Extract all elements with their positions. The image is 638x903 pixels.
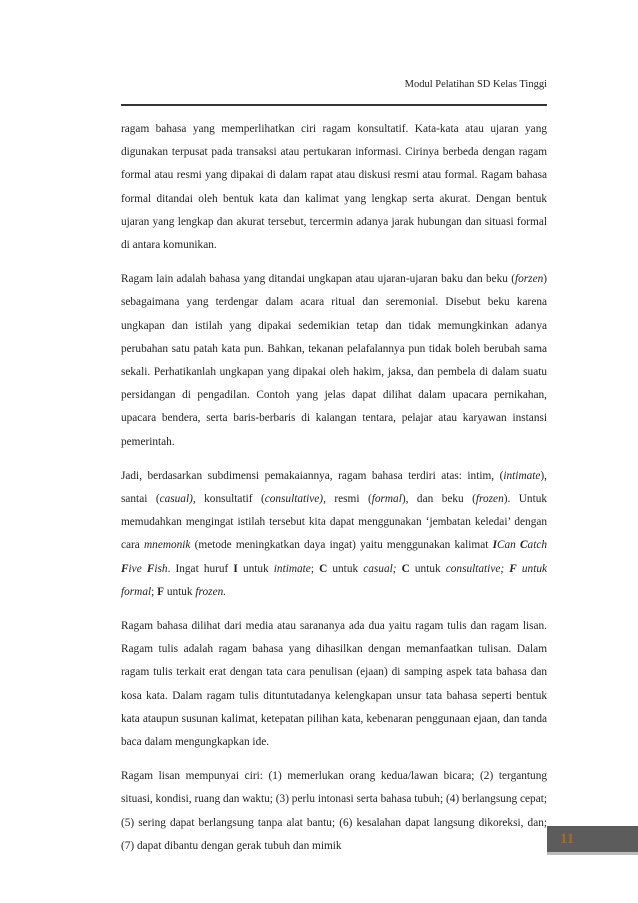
p3-bold-9: F bbox=[157, 585, 165, 598]
p3-text-4: resmi ( bbox=[325, 493, 372, 506]
p3-text-13: untuk bbox=[409, 562, 446, 575]
p3-italic-10: ish bbox=[154, 562, 168, 575]
p3-bold-6: C bbox=[319, 562, 328, 575]
mnemonic-letter-f2: F bbox=[141, 562, 155, 575]
p3-text-8: . Ingat huruf bbox=[167, 562, 234, 575]
p3-italic-11: intimate bbox=[273, 562, 311, 575]
p3-text-1: Jadi, berdasarkan subdimensi pemakaiannya, ragam bahasa terdiri atas: intim, ( bbox=[121, 469, 504, 482]
p3-text-6: ). Untuk memudahkan mengingat istilah tersebut kita dapat menggunakan ‘jembatan keledai’ dengan cara bbox=[121, 493, 548, 552]
p3-text-11: untuk bbox=[327, 562, 364, 575]
p3-italic-5: frozen bbox=[475, 493, 504, 506]
mnemonic-letter-i: I bbox=[492, 539, 497, 552]
mnemonic-letter-f1: F bbox=[121, 562, 129, 575]
p3-italic-6: mnemonik bbox=[144, 539, 191, 552]
p4-text: Ragam bahasa dilihat dari media atau sarananya ada dua yaitu ragam tulis dan ragam lisan. Ragam tulis adalah ragam bahasa yang dihasilkan dengan memanfaatkan tulisan. Dalam ragam tulis terkait erat dengan tata cara penulisan (ejaan) di samping aspek tata bahasa dan kosa kata. Dalam ragam tulis dituntutadanya kelengkapan unsur tata bahasa seperti bentuk kata ataupun susunan kalimat, ketepatan pilihan kata, kebenaran penggunaan ejaan, dan tanda baca dalam mengungkapkan ide. bbox=[121, 620, 547, 749]
p3-text-9: untuk bbox=[237, 562, 274, 575]
header-rule bbox=[121, 104, 547, 106]
running-header: Modul Pelatihan SD Kelas Tinggi bbox=[404, 79, 547, 90]
p2-text-2: ) sebagaimana yang terdengar dalam acara ritual dan seremonial. Disebut beku karena ungkapan dan istilah yang dipakai sedemikian tetap dan tidak memungkinkan adanya perubahan satu patah kata pun. Bahkan, tekanan pelafalannya pun tidak boleh berubah sama sekali. Perhatikanlah ungkapan yang dipakai oleh hakim, jaksa, dan pembela di dalam suatu persidangan di pengadilan. Contoh yang jelas dapat dilihat dalam upacara pernikahan, upacara bendera, serta baris-berbaris di kalangan tentara, pelajar atau karyawan instansi pemerintah. bbox=[121, 273, 547, 448]
p3-italic-2: casual), bbox=[159, 493, 196, 506]
paragraph-3 bbox=[121, 465, 547, 604]
p3-text-7: (metode meningkatkan daya ingat) yaitu menggunakan kalimat bbox=[190, 539, 493, 552]
p1-text: ragam bahasa yang memperlihatkan ciri ragam konsultatif. Kata-kata atau ujaran yang digunakan terpusat pada transaksi atau pertukaran informasi. Cirinya berbeda dengan ragam formal atau resmi yang dipakai di dalam rapat atau diskusi resmi atau formal. Ragam bahasa formal ditandai oleh bentuk kata dan kalimat yang lengkap serta akurat. Dengan bentuk ujaran yang lengkap dan akurat tersebut, tercermin adanya jarak hubungan dan situasi formal di antara komunikan. bbox=[121, 123, 547, 252]
p3-text-15: ; bbox=[151, 585, 158, 598]
paragraph-2 bbox=[121, 268, 547, 454]
paragraph-5 bbox=[121, 765, 547, 858]
p2-text-1: Ragam lain adalah bahasa yang ditandai ungkapan atau ujaran-ujaran baku dan beku ( bbox=[121, 273, 515, 286]
p3-italic-9: ive bbox=[128, 562, 142, 575]
p3-italic-1: intimate bbox=[503, 469, 541, 482]
p3-text-16: untuk bbox=[164, 585, 196, 598]
paragraph-4 bbox=[121, 615, 547, 754]
p3-italic-12: casual; bbox=[363, 562, 397, 575]
p3-text-5: ), dan beku ( bbox=[401, 493, 476, 506]
p3-bold-7: C bbox=[401, 562, 410, 575]
p5-text: Ragam lisan mempunyai ciri: (1) memerlukan orang kedua/lawan bicara; (2) tergantung situasi, kondisi, ruang dan waktu; (3) perlu intonasi serta bahasa tubuh; (4) berlangsung cepat; (5) sering dapat berlangsung tanpa alat bantu; (6) kesalahan dapat langsung dikoreksi, dan; (7) dapat dibantu dengan gerak tubuh dan mimik bbox=[121, 770, 547, 852]
p3-italic-4: formal bbox=[371, 493, 402, 506]
mnemonic-letter-c: C bbox=[515, 539, 528, 552]
p3-text-10: ; bbox=[310, 562, 320, 575]
paragraph-1 bbox=[121, 118, 547, 257]
p3-text-3: konsultatif ( bbox=[195, 493, 265, 506]
p3-bold-8: F bbox=[509, 562, 517, 575]
page-body bbox=[121, 118, 547, 869]
p3-italic-7: Can bbox=[496, 539, 516, 552]
p3-italic-3: consultative), bbox=[264, 493, 326, 506]
p2-italic-1: forzen bbox=[514, 273, 544, 286]
p3-italic-14: untuk formal bbox=[121, 562, 548, 598]
p3-italic-8: atch bbox=[527, 539, 547, 552]
p3-italic-13: consultative; bbox=[445, 562, 505, 575]
page-number: 11 bbox=[560, 831, 575, 847]
p3-bold-5: I bbox=[233, 562, 238, 575]
p3-italic-15: frozen. bbox=[195, 585, 227, 598]
p3-text-2: ), santai ( bbox=[121, 469, 547, 506]
